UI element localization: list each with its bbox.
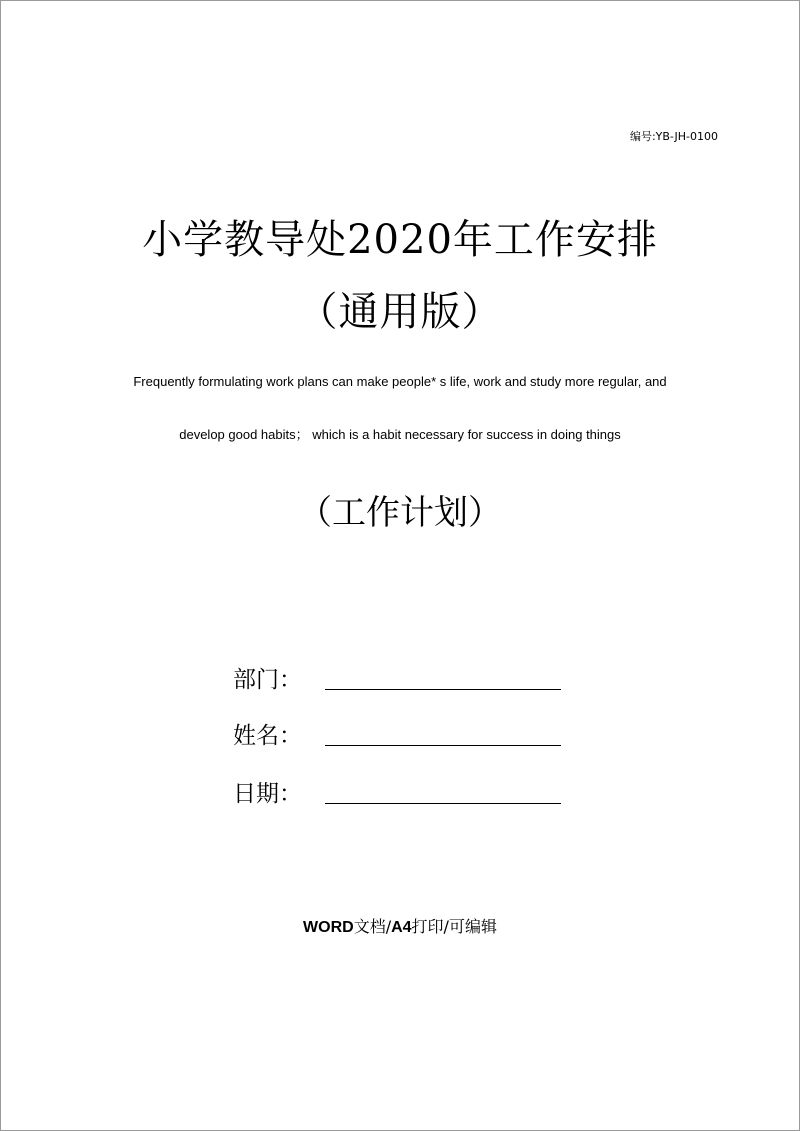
footer-print-edit: 打印/可编辑 — [411, 917, 497, 936]
department-row — [233, 662, 561, 692]
footer-note — [0, 914, 800, 937]
date-row — [233, 776, 561, 806]
footer-word: WORD — [303, 919, 354, 936]
footer-doc: 文档/ — [353, 917, 392, 936]
document-number: 编号:YB-JH-0100 — [629, 130, 718, 143]
name-row — [233, 718, 561, 748]
english-subtitle-line-1: Frequently formulating work plans can make people* s life, work and study more regular, and — [133, 374, 667, 389]
document-title-edition: （通用版） — [297, 289, 503, 335]
document-title: 小学教导处2020年工作安排 — [142, 217, 658, 263]
english-subtitle-line-2: develop good habits； which is a habit necessary for success in doing things — [179, 427, 621, 442]
footer-a4: A4 — [391, 919, 412, 936]
department-label: 部门： — [233, 667, 302, 693]
name-fill-line[interactable] — [325, 744, 561, 746]
date-fill-line[interactable] — [325, 802, 561, 804]
document-category: （工作计划） — [298, 493, 502, 533]
department-fill-line[interactable] — [325, 688, 561, 690]
name-label: 姓名： — [233, 723, 302, 749]
date-label: 日期： — [233, 781, 302, 807]
